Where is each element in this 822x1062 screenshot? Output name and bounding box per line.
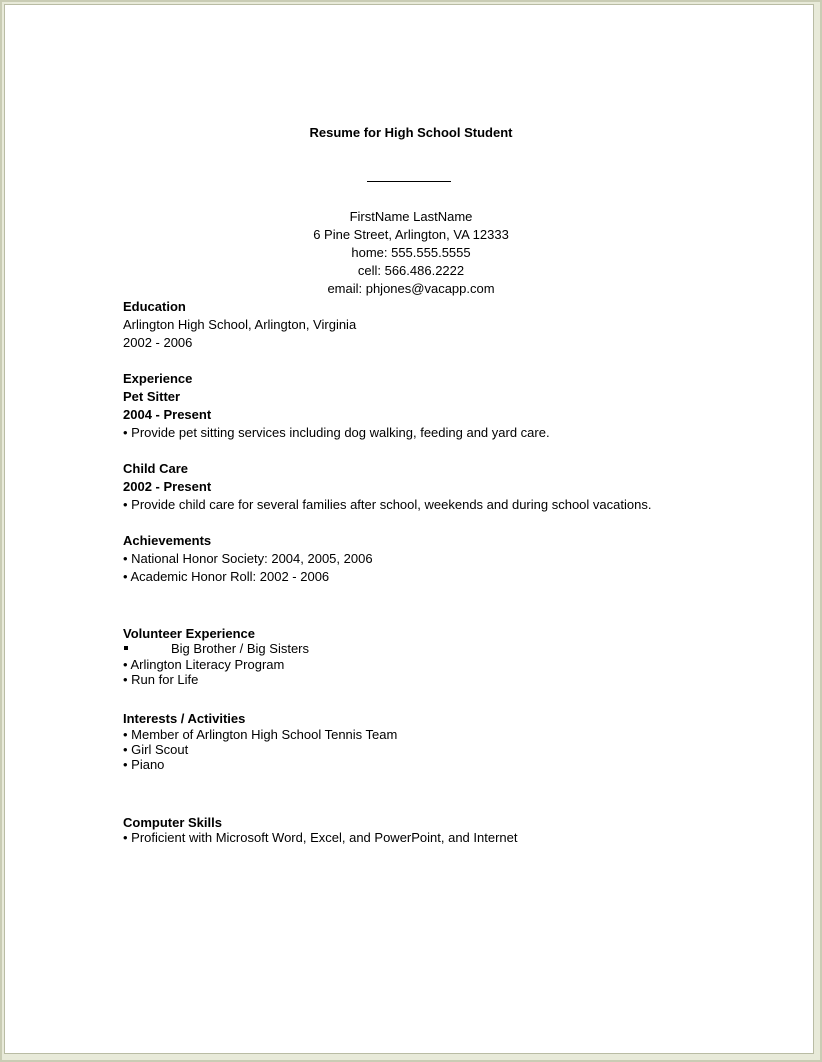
interests-heading: Interests / Activities xyxy=(123,711,246,726)
contact-address: 6 Pine Street, Arlington, VA 12333 xyxy=(313,227,509,242)
job-bullet: • Provide child care for several families after school, weekends and during school vacations. xyxy=(123,497,652,512)
computer-skill-item: • Proficient with Microsoft Word, Excel, and PowerPoint, and Internet xyxy=(123,830,518,845)
education-heading: Education xyxy=(123,299,186,314)
volunteer-item: • Run for Life xyxy=(123,672,199,687)
interest-item: • Piano xyxy=(123,757,165,772)
achievement-item: • National Honor Society: 2004, 2005, 2006 xyxy=(123,551,373,566)
job-title: Pet Sitter xyxy=(123,389,181,404)
interest-item: • Girl Scout xyxy=(123,742,189,757)
job-dates: 2004 - Present xyxy=(123,407,212,422)
volunteer-heading: Volunteer Experience xyxy=(123,626,255,641)
contact-cell-phone: cell: 566.486.2222 xyxy=(357,263,465,278)
job-title: Child Care xyxy=(123,461,189,476)
experience-heading: Experience xyxy=(123,371,193,386)
contact-home-phone: home: 555.555.5555 xyxy=(351,245,471,260)
education-years: 2002 - 2006 xyxy=(123,335,193,350)
resume-title: Resume for High School Student xyxy=(309,125,513,140)
job-dates: 2002 - Present xyxy=(123,479,212,494)
achievement-item: • Academic Honor Roll: 2002 - 2006 xyxy=(123,569,330,584)
education-school: Arlington High School, Arlington, Virginia xyxy=(123,317,357,332)
interest-item: • Member of Arlington High School Tennis Team xyxy=(123,727,398,742)
contact-name: FirstName LastName xyxy=(349,209,473,224)
volunteer-item: Big Brother / Big Sisters xyxy=(171,641,309,656)
job-bullet: • Provide pet sitting services including dog walking, feeding and yard care. xyxy=(123,425,550,440)
contact-email: email: phjones@vacapp.com xyxy=(327,281,495,296)
computer-skills-heading: Computer Skills xyxy=(123,815,222,830)
volunteer-item: • Arlington Literacy Program xyxy=(123,657,285,672)
square-bullet-icon xyxy=(124,646,128,650)
resume-page xyxy=(4,4,814,1054)
achievements-heading: Achievements xyxy=(123,533,212,548)
title-divider xyxy=(367,181,451,182)
